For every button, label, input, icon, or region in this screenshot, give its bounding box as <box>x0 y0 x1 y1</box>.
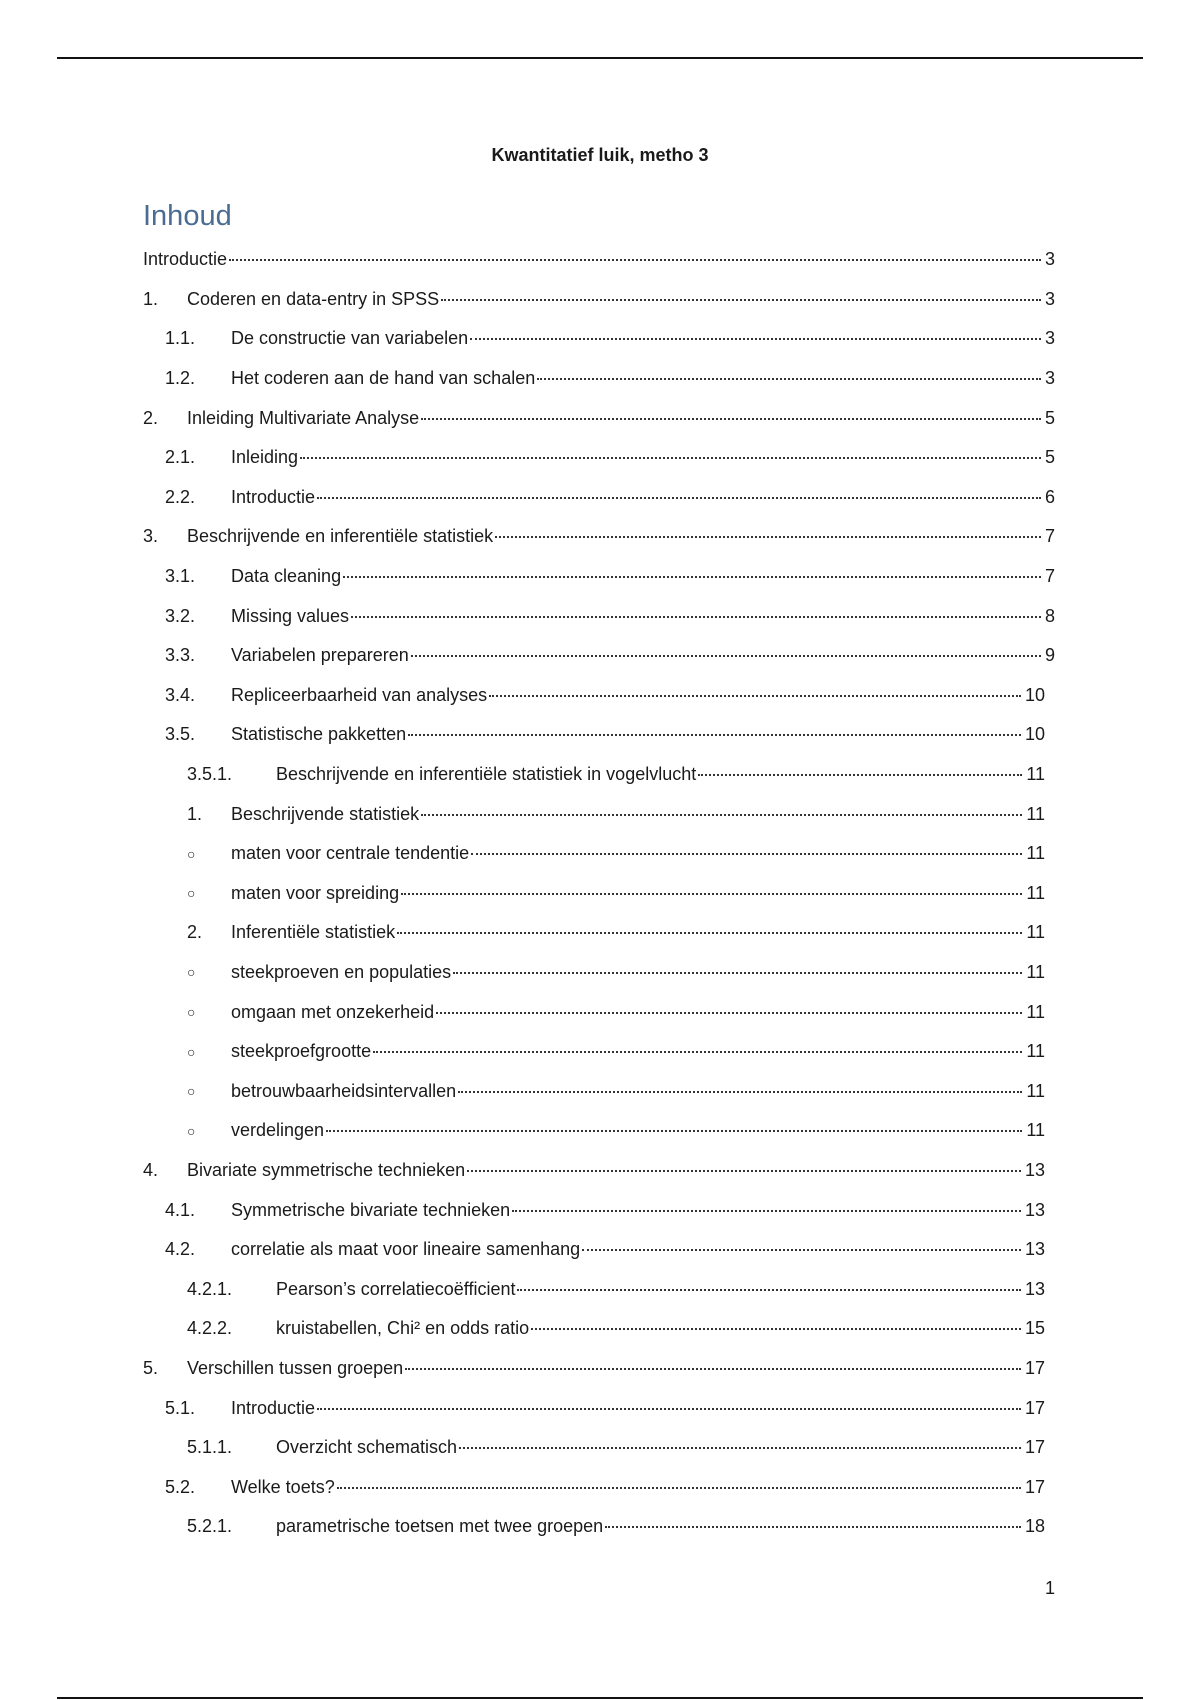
dot-leader <box>489 695 1021 697</box>
circle-bullet-icon: ○ <box>187 1122 196 1139</box>
toc-entry-page: 3 <box>1044 249 1055 270</box>
toc-entry-title: Beschrijvende en inferentiële statistiek <box>187 526 494 547</box>
dot-leader <box>453 972 1022 974</box>
toc-entry-5[interactable] <box>0 1349 1200 1389</box>
toc-entry-title: Missing values <box>231 605 350 626</box>
dot-leader <box>459 1447 1021 1449</box>
dot-leader <box>300 457 1041 459</box>
header-rule <box>57 57 1143 59</box>
toc-entry-number: 3.2. <box>165 605 196 626</box>
toc-entry-number: 3.4. <box>165 684 196 705</box>
dot-leader <box>317 497 1041 499</box>
toc-entry-title: Data cleaning <box>231 566 342 587</box>
toc-entry-number: 1.2. <box>165 368 196 389</box>
toc-entry-page: 11 <box>1026 803 1045 824</box>
dot-leader <box>605 1526 1021 1528</box>
toc-entry-number: 4.2.1. <box>187 1278 233 1299</box>
toc-entry-title: parametrische toetsen met twee groepen <box>276 1516 604 1537</box>
toc-entry-4-2[interactable] <box>0 1230 1200 1270</box>
toc-entry-title: Introductie <box>231 1397 316 1418</box>
toc-entry-page: 3 <box>1044 368 1055 389</box>
toc-entry-title: betrouwbaarheidsintervallen <box>231 1080 457 1101</box>
toc-entry-1-2[interactable] <box>0 359 1200 399</box>
toc-entry-number: 3.3. <box>165 645 196 666</box>
toc-entry-page: 11 <box>1026 1080 1045 1101</box>
toc-entry-title: Inferentiële statistiek <box>231 922 396 943</box>
toc-entry-3-5-1[interactable] <box>0 755 1200 795</box>
toc-entry-title: Verschillen tussen groepen <box>187 1357 404 1378</box>
toc-entry-title: Repliceerbaarheid van analyses <box>231 684 488 705</box>
toc-entry-page: 5 <box>1044 447 1055 468</box>
circle-bullet-icon: ○ <box>187 845 196 862</box>
dot-leader <box>495 536 1041 538</box>
toc-entry-title: Coderen en data-entry in SPSS <box>187 288 440 309</box>
dot-leader <box>537 378 1041 380</box>
toc-entry-3[interactable] <box>0 517 1200 557</box>
toc-entry-3-4[interactable] <box>0 676 1200 716</box>
toc-entry-title: omgaan met onzekerheid <box>231 1001 435 1022</box>
toc-entry-title: verdelingen <box>231 1120 325 1141</box>
dot-leader <box>317 1408 1021 1410</box>
toc-entry-4-2-1[interactable] <box>0 1269 1200 1309</box>
toc-entry-page: 11 <box>1026 882 1045 903</box>
table-of-contents <box>0 240 1200 1547</box>
toc-entry-page: 11 <box>1026 922 1045 943</box>
toc-entry-page: 8 <box>1044 605 1055 626</box>
circle-bullet-icon: ○ <box>187 885 196 902</box>
toc-entry-number: 3.1. <box>165 566 196 587</box>
dot-leader <box>408 734 1021 736</box>
dot-leader <box>337 1487 1021 1489</box>
toc-entry-number: 4.2. <box>165 1239 196 1260</box>
toc-entry-page: 17 <box>1024 1476 1045 1497</box>
toc-entry-number: 2.1. <box>165 447 196 468</box>
toc-entry-number: 3. <box>143 526 159 547</box>
toc-entry-page: 7 <box>1044 566 1055 587</box>
dot-leader <box>421 814 1022 816</box>
toc-entry-title: maten voor centrale tendentie <box>231 843 470 864</box>
toc-entry-spreiding[interactable] <box>0 874 1200 914</box>
toc-entry-inferentiele-statistiek[interactable] <box>0 913 1200 953</box>
toc-entry-number: 2.2. <box>165 486 196 507</box>
toc-entry-1-1[interactable] <box>0 319 1200 359</box>
toc-entry-page: 7 <box>1044 526 1055 547</box>
toc-entry-page: 18 <box>1024 1516 1045 1537</box>
toc-entry-page: 11 <box>1026 1120 1045 1141</box>
dot-leader <box>470 338 1041 340</box>
dot-leader <box>436 1012 1022 1014</box>
circle-bullet-icon: ○ <box>187 964 196 981</box>
dot-leader <box>421 418 1041 420</box>
toc-entry-2-2[interactable] <box>0 478 1200 518</box>
toc-entry-page: 5 <box>1044 407 1055 428</box>
toc-entry-5-1[interactable] <box>0 1388 1200 1428</box>
toc-entry-page: 11 <box>1026 764 1045 785</box>
dot-leader <box>698 774 1022 776</box>
toc-entry-4-1[interactable] <box>0 1190 1200 1230</box>
toc-entry-title: maten voor spreiding <box>231 882 400 903</box>
dot-leader <box>467 1170 1021 1172</box>
toc-entry-title: Introductie <box>143 249 228 270</box>
toc-entry-number: 5.2.1. <box>187 1516 233 1537</box>
toc-entry-page: 11 <box>1026 961 1045 982</box>
toc-entry-title: correlatie als maat voor lineaire samenhang <box>231 1239 581 1260</box>
toc-entry-3-1[interactable] <box>0 557 1200 597</box>
toc-entry-page: 10 <box>1024 684 1045 705</box>
toc-entry-title: Pearson’s correlatiecoëfficient <box>276 1278 516 1299</box>
toc-entry-number: 5.1. <box>165 1397 196 1418</box>
toc-entry-title: Het coderen aan de hand van schalen <box>231 368 536 389</box>
toc-entry-number: 5.1.1. <box>187 1437 233 1458</box>
toc-entry-title: De constructie van variabelen <box>231 328 469 349</box>
toc-entry-5-1-1[interactable] <box>0 1428 1200 1468</box>
toc-entry-title: Inleiding <box>231 447 299 468</box>
toc-entry-page: 13 <box>1024 1278 1045 1299</box>
toc-entry-3-2[interactable] <box>0 596 1200 636</box>
footer-rule <box>57 1697 1143 1699</box>
circle-bullet-icon: ○ <box>187 1083 196 1100</box>
toc-entry-page: 11 <box>1026 843 1045 864</box>
toc-entry-introductie[interactable] <box>0 240 1200 280</box>
toc-entry-page: 11 <box>1026 1041 1045 1062</box>
toc-entry-title: kruistabellen, Chi² en odds ratio <box>276 1318 530 1339</box>
toc-entry-2-1[interactable] <box>0 438 1200 478</box>
toc-entry-3-5[interactable] <box>0 715 1200 755</box>
dot-leader <box>401 893 1022 895</box>
toc-entry-page: 17 <box>1024 1357 1045 1378</box>
toc-entry-centrale-tendentie[interactable] <box>0 834 1200 874</box>
toc-entry-page: 10 <box>1024 724 1045 745</box>
toc-entry-beschrijvende-statistiek[interactable] <box>0 794 1200 834</box>
dot-leader <box>458 1091 1022 1093</box>
toc-entry-page: 9 <box>1044 645 1055 666</box>
toc-entry-number: 5. <box>143 1357 159 1378</box>
toc-entry-number: 1.1. <box>165 328 196 349</box>
toc-entry-title: Overzicht schematisch <box>276 1437 458 1458</box>
dot-leader <box>531 1328 1021 1330</box>
toc-heading: Inhoud <box>143 200 232 232</box>
dot-leader <box>441 299 1041 301</box>
page-number: 1 <box>1044 1578 1055 1598</box>
dot-leader <box>397 932 1022 934</box>
toc-entry-5-2[interactable] <box>0 1467 1200 1507</box>
toc-entry-page: 13 <box>1024 1239 1045 1260</box>
document-title: Kwantitatief luik, metho 3 <box>491 145 709 165</box>
dot-leader <box>471 853 1022 855</box>
toc-entry-number: 5.2. <box>165 1476 196 1497</box>
toc-entry-1[interactable] <box>0 280 1200 320</box>
toc-entry-verdelingen[interactable] <box>0 1111 1200 1151</box>
toc-entry-betrouwbaarheidsintervallen[interactable] <box>0 1071 1200 1111</box>
toc-entry-number: 3.5.1. <box>187 764 233 785</box>
toc-entry-page: 17 <box>1024 1397 1045 1418</box>
dot-leader <box>351 616 1041 618</box>
toc-entry-title: Introductie <box>231 486 316 507</box>
toc-entry-title: Variabelen prepareren <box>231 645 409 666</box>
toc-entry-title: Bivariate symmetrische technieken <box>187 1159 466 1180</box>
toc-entry-steekproefgrootte[interactable] <box>0 1032 1200 1072</box>
dot-leader <box>411 655 1041 657</box>
toc-entry-title: Inleiding Multivariate Analyse <box>187 407 420 428</box>
dot-leader <box>517 1289 1021 1291</box>
toc-entry-number: 1. <box>143 288 159 309</box>
toc-entry-page: 13 <box>1024 1159 1045 1180</box>
toc-entry-5-2-1[interactable] <box>0 1507 1200 1547</box>
dot-leader <box>582 1249 1021 1251</box>
dot-leader <box>326 1130 1022 1132</box>
toc-entry-page: 13 <box>1024 1199 1045 1220</box>
toc-entry-number: 4.2.2. <box>187 1318 233 1339</box>
toc-entry-2[interactable] <box>0 398 1200 438</box>
toc-entry-page: 17 <box>1024 1437 1045 1458</box>
dot-leader <box>229 259 1041 261</box>
toc-entry-number: 3.5. <box>165 724 196 745</box>
circle-bullet-icon: ○ <box>187 1043 196 1060</box>
toc-entry-title: Symmetrische bivariate technieken <box>231 1199 511 1220</box>
toc-entry-3-3[interactable] <box>0 636 1200 676</box>
toc-entry-page: 15 <box>1024 1318 1045 1339</box>
toc-entry-number: 4. <box>143 1159 159 1180</box>
toc-entry-title: steekproeven en populaties <box>231 961 452 982</box>
toc-entry-page: 11 <box>1026 1001 1045 1022</box>
toc-entry-number: 2. <box>187 922 203 943</box>
toc-entry-page: 6 <box>1044 486 1055 507</box>
toc-entry-page: 3 <box>1044 288 1055 309</box>
dot-leader <box>343 576 1041 578</box>
circle-bullet-icon: ○ <box>187 1004 196 1021</box>
toc-entry-number: 4.1. <box>165 1199 196 1220</box>
toc-entry-title: Beschrijvende statistiek <box>231 803 420 824</box>
dot-leader <box>373 1051 1022 1053</box>
toc-entry-onzekerheid[interactable] <box>0 992 1200 1032</box>
toc-entry-title: Welke toets? <box>231 1476 335 1497</box>
toc-entry-title: Statistische pakketten <box>231 724 407 745</box>
toc-entry-page: 3 <box>1044 328 1055 349</box>
dot-leader <box>405 1368 1021 1370</box>
toc-entry-number: 1. <box>187 803 203 824</box>
toc-entry-title: steekproefgrootte <box>231 1041 372 1062</box>
toc-entry-4-2-2[interactable] <box>0 1309 1200 1349</box>
toc-entry-steekproeven[interactable] <box>0 953 1200 993</box>
toc-entry-number: 2. <box>143 407 159 428</box>
dot-leader <box>512 1210 1021 1212</box>
toc-entry-4[interactable] <box>0 1151 1200 1191</box>
toc-entry-title: Beschrijvende en inferentiële statistiek in vogelvlucht <box>276 764 697 785</box>
